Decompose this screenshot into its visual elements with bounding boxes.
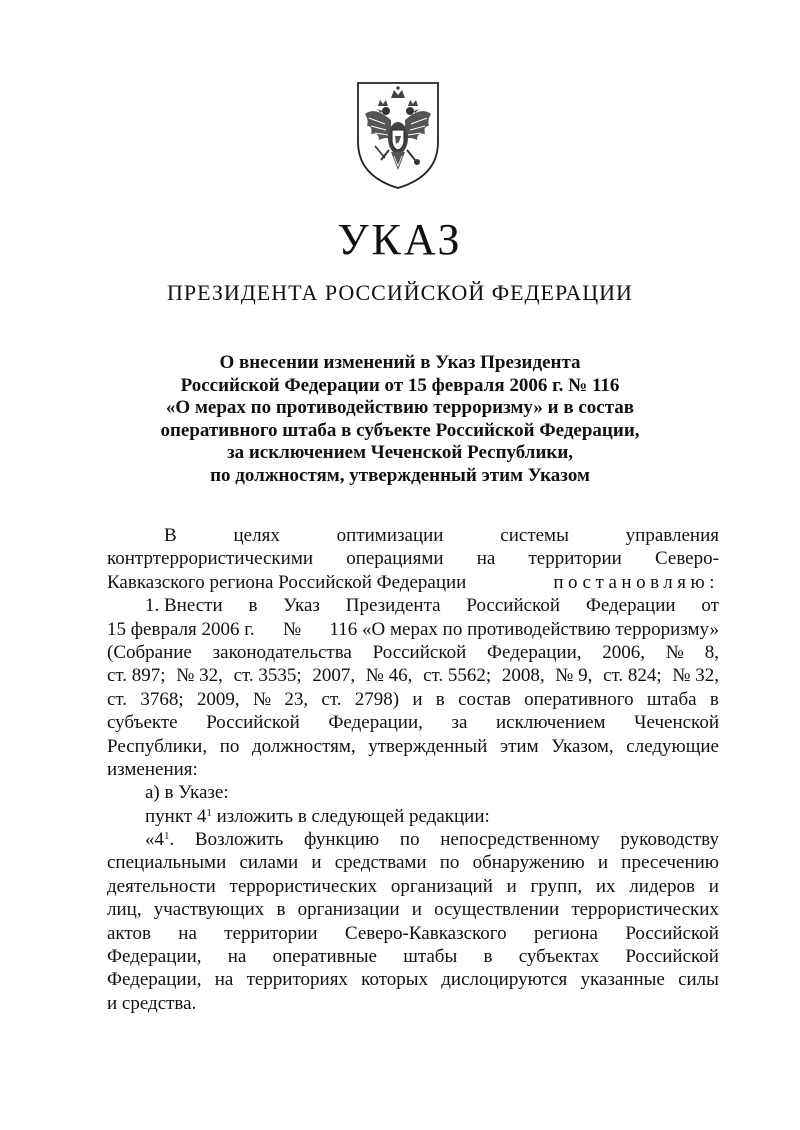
body-word: от xyxy=(701,595,719,617)
body-word: № 32, xyxy=(176,665,223,687)
body-word: состав xyxy=(458,688,511,710)
body-word: Федерации, xyxy=(328,712,423,734)
body-word: их xyxy=(595,875,616,897)
body-word: обнаружению xyxy=(472,852,585,874)
body-line xyxy=(107,945,719,968)
body-word: на xyxy=(476,548,496,570)
body-line xyxy=(107,618,719,641)
body-word: ст. 824; xyxy=(603,665,662,687)
body-word: исключением xyxy=(496,712,606,734)
body-word: на xyxy=(227,946,247,968)
body-word: ст. 5562; xyxy=(423,665,492,687)
body-word: силы xyxy=(678,969,719,991)
body-word: 1. Внести xyxy=(145,595,223,617)
body-word: территории xyxy=(224,922,318,944)
body-word: законодательства xyxy=(212,641,352,663)
body-line xyxy=(107,828,719,851)
body-word: 116 «О мерах по противодействию терроризму» xyxy=(329,618,719,640)
body-word: Северо-Кавказского xyxy=(344,922,507,944)
body-word: террористических xyxy=(229,875,378,897)
body-line: а) в Указе: xyxy=(145,782,229,804)
body-word: утвержденный xyxy=(368,735,488,757)
body-word: оперативные xyxy=(272,946,377,968)
body-word: территории xyxy=(528,548,622,570)
body-word: Федерации, xyxy=(487,641,582,663)
body-word: Российской xyxy=(206,712,300,734)
body-word: лиц, xyxy=(107,899,142,921)
body-word: ст. 3535; xyxy=(233,665,302,687)
body-word: в xyxy=(276,899,286,921)
body-word: оптимизации xyxy=(336,525,444,546)
body-word: непосредственному xyxy=(440,829,600,851)
body-word: на xyxy=(178,922,197,944)
body-word: должностям, xyxy=(251,735,356,757)
body-word: силами xyxy=(239,852,299,874)
body-word: субъекте xyxy=(107,712,178,734)
body-line xyxy=(107,968,719,991)
body-word: ст. xyxy=(321,688,342,710)
body-word: и xyxy=(412,688,423,710)
body-word: деятельности xyxy=(107,875,216,897)
body-word: средствами xyxy=(334,852,427,874)
body-word: пресечению xyxy=(621,852,719,874)
body-line xyxy=(107,688,719,711)
body-line xyxy=(107,805,719,828)
document-title: УКАЗ xyxy=(337,215,463,264)
body-line xyxy=(107,735,719,758)
body-word: операциями xyxy=(346,548,444,570)
body-line xyxy=(107,594,719,617)
body-line xyxy=(107,664,719,687)
body-word: системы xyxy=(500,525,569,546)
heading-line: Российской Федерации от 15 февраля 2006 г. № 116 xyxy=(180,374,620,396)
decree-heading xyxy=(140,352,660,488)
body-word: Федерации, xyxy=(107,969,202,991)
body-word: по xyxy=(399,829,420,851)
body-word: участвующих xyxy=(153,899,265,921)
body-word: лидеров xyxy=(629,875,696,897)
body-word: 2008, xyxy=(501,665,545,687)
body-word: Федерации xyxy=(585,595,676,617)
body-line xyxy=(107,875,719,898)
body-word: региона xyxy=(533,922,598,944)
body-word: в xyxy=(483,946,493,968)
body-word: функцию xyxy=(303,829,380,851)
body-line xyxy=(107,571,719,594)
body-word: по xyxy=(439,852,460,874)
body-text: пункт 4 xyxy=(145,805,207,827)
body-word: № xyxy=(252,688,272,710)
body-line xyxy=(107,922,719,945)
body-word: 2009, xyxy=(196,688,240,710)
decree-verb: постановляю: xyxy=(553,571,719,593)
body-word: 2007, xyxy=(312,665,356,687)
body-word: на xyxy=(214,969,234,991)
body-word: в xyxy=(248,595,258,617)
coat-of-arms-emblem-icon xyxy=(355,80,441,192)
body-text: . xyxy=(169,829,175,851)
body-word: указанные xyxy=(580,969,665,991)
body-line xyxy=(107,547,719,570)
body-word: организаций xyxy=(390,875,493,897)
body-word: следующие xyxy=(626,735,719,757)
body-word: этим xyxy=(499,735,539,757)
body-word: штабы xyxy=(403,946,458,968)
body-word: штаба xyxy=(646,688,697,710)
body-word: № 9, xyxy=(555,665,593,687)
body-word: (Собрание xyxy=(107,641,192,663)
body-word: актов xyxy=(107,922,151,944)
body-word: контртеррористическими xyxy=(107,548,314,570)
body-word: Российской xyxy=(466,595,560,617)
body-line xyxy=(107,851,719,874)
superscript: 1 xyxy=(164,830,170,843)
heading-line: по должностям, утвержденный этим Указом xyxy=(210,464,590,486)
body-word: 8, xyxy=(704,641,719,663)
body-word: и xyxy=(708,875,719,897)
body-word: Российской xyxy=(625,922,719,944)
body-word: Российской xyxy=(372,641,467,663)
body-word: и xyxy=(411,899,422,921)
body-word: осуществлении xyxy=(434,899,560,921)
body-word: 2798) xyxy=(354,688,400,710)
body-word: территориях xyxy=(246,969,348,991)
document-subtitle: ПРЕЗИДЕНТА РОССИЙСКОЙ ФЕДЕРАЦИИ xyxy=(167,280,633,305)
body-word: Указом, xyxy=(551,735,614,757)
body-word: Президента xyxy=(345,595,441,617)
body-line xyxy=(107,641,719,664)
body-word: ст. 897; xyxy=(107,665,166,687)
body-word: в xyxy=(709,688,719,710)
body-word: групп, xyxy=(530,875,583,897)
body-word: организации xyxy=(297,899,400,921)
paragraph-number xyxy=(145,828,174,851)
body-word: целях xyxy=(233,525,280,546)
body-line: изменения: xyxy=(107,758,198,780)
body-word: ст. xyxy=(107,688,128,710)
body-word: 23, xyxy=(284,688,309,710)
body-line xyxy=(107,524,719,547)
body-word: и xyxy=(597,852,609,874)
superscript: 1 xyxy=(206,806,212,819)
body-word: которых xyxy=(361,969,429,991)
body-word: № xyxy=(283,618,302,640)
body-word: № 32, xyxy=(672,665,719,687)
body-word: № xyxy=(665,641,684,663)
body-line xyxy=(107,898,719,921)
body-word: Северо- xyxy=(654,548,719,570)
body-text: «4 xyxy=(145,829,164,851)
body-word: Возложить xyxy=(194,829,284,851)
body-word: дислоцируются xyxy=(441,969,568,991)
body-line: и средства. xyxy=(107,992,197,1014)
body-word: и xyxy=(311,852,322,874)
body-word: 15 февраля 2006 г. xyxy=(107,618,255,640)
heading-line: за исключением Чеченской Республики, xyxy=(226,442,574,464)
body-word: по xyxy=(219,735,240,757)
body-word: управления xyxy=(625,525,719,546)
decree-body xyxy=(107,524,719,1015)
body-line xyxy=(107,711,719,734)
body-word: Чеченской xyxy=(634,712,719,734)
body-word: 3768; xyxy=(140,688,184,710)
body-word: оперативного xyxy=(524,688,634,710)
body-word: в xyxy=(435,688,445,710)
body-word: Республики, xyxy=(107,735,208,757)
body-word: Федерации, xyxy=(107,946,202,968)
body-word: № 46, xyxy=(365,665,413,687)
body-word: субъектах xyxy=(518,946,600,968)
body-text: изложить в следующей редакции: xyxy=(211,805,490,827)
body-word: В xyxy=(164,525,177,546)
body-word: 2006, xyxy=(602,641,646,663)
body-word: и xyxy=(506,875,517,897)
body-word: террористических xyxy=(571,899,719,921)
body-word: Российской xyxy=(625,946,719,968)
heading-line: «О мерах по противодействию терроризму» и в состав xyxy=(165,397,635,419)
body-word: специальными xyxy=(107,852,227,874)
body-word: руководству xyxy=(620,829,719,851)
heading-line: О внесении изменений в Указ Президента xyxy=(219,352,581,373)
body-word: за xyxy=(451,712,468,734)
heading-line: оперативного штаба в субъекте Российской Федерации, xyxy=(160,419,640,441)
body-word: Указ xyxy=(283,595,320,617)
body-text: Кавказского региона Российской Федерации xyxy=(107,571,467,593)
